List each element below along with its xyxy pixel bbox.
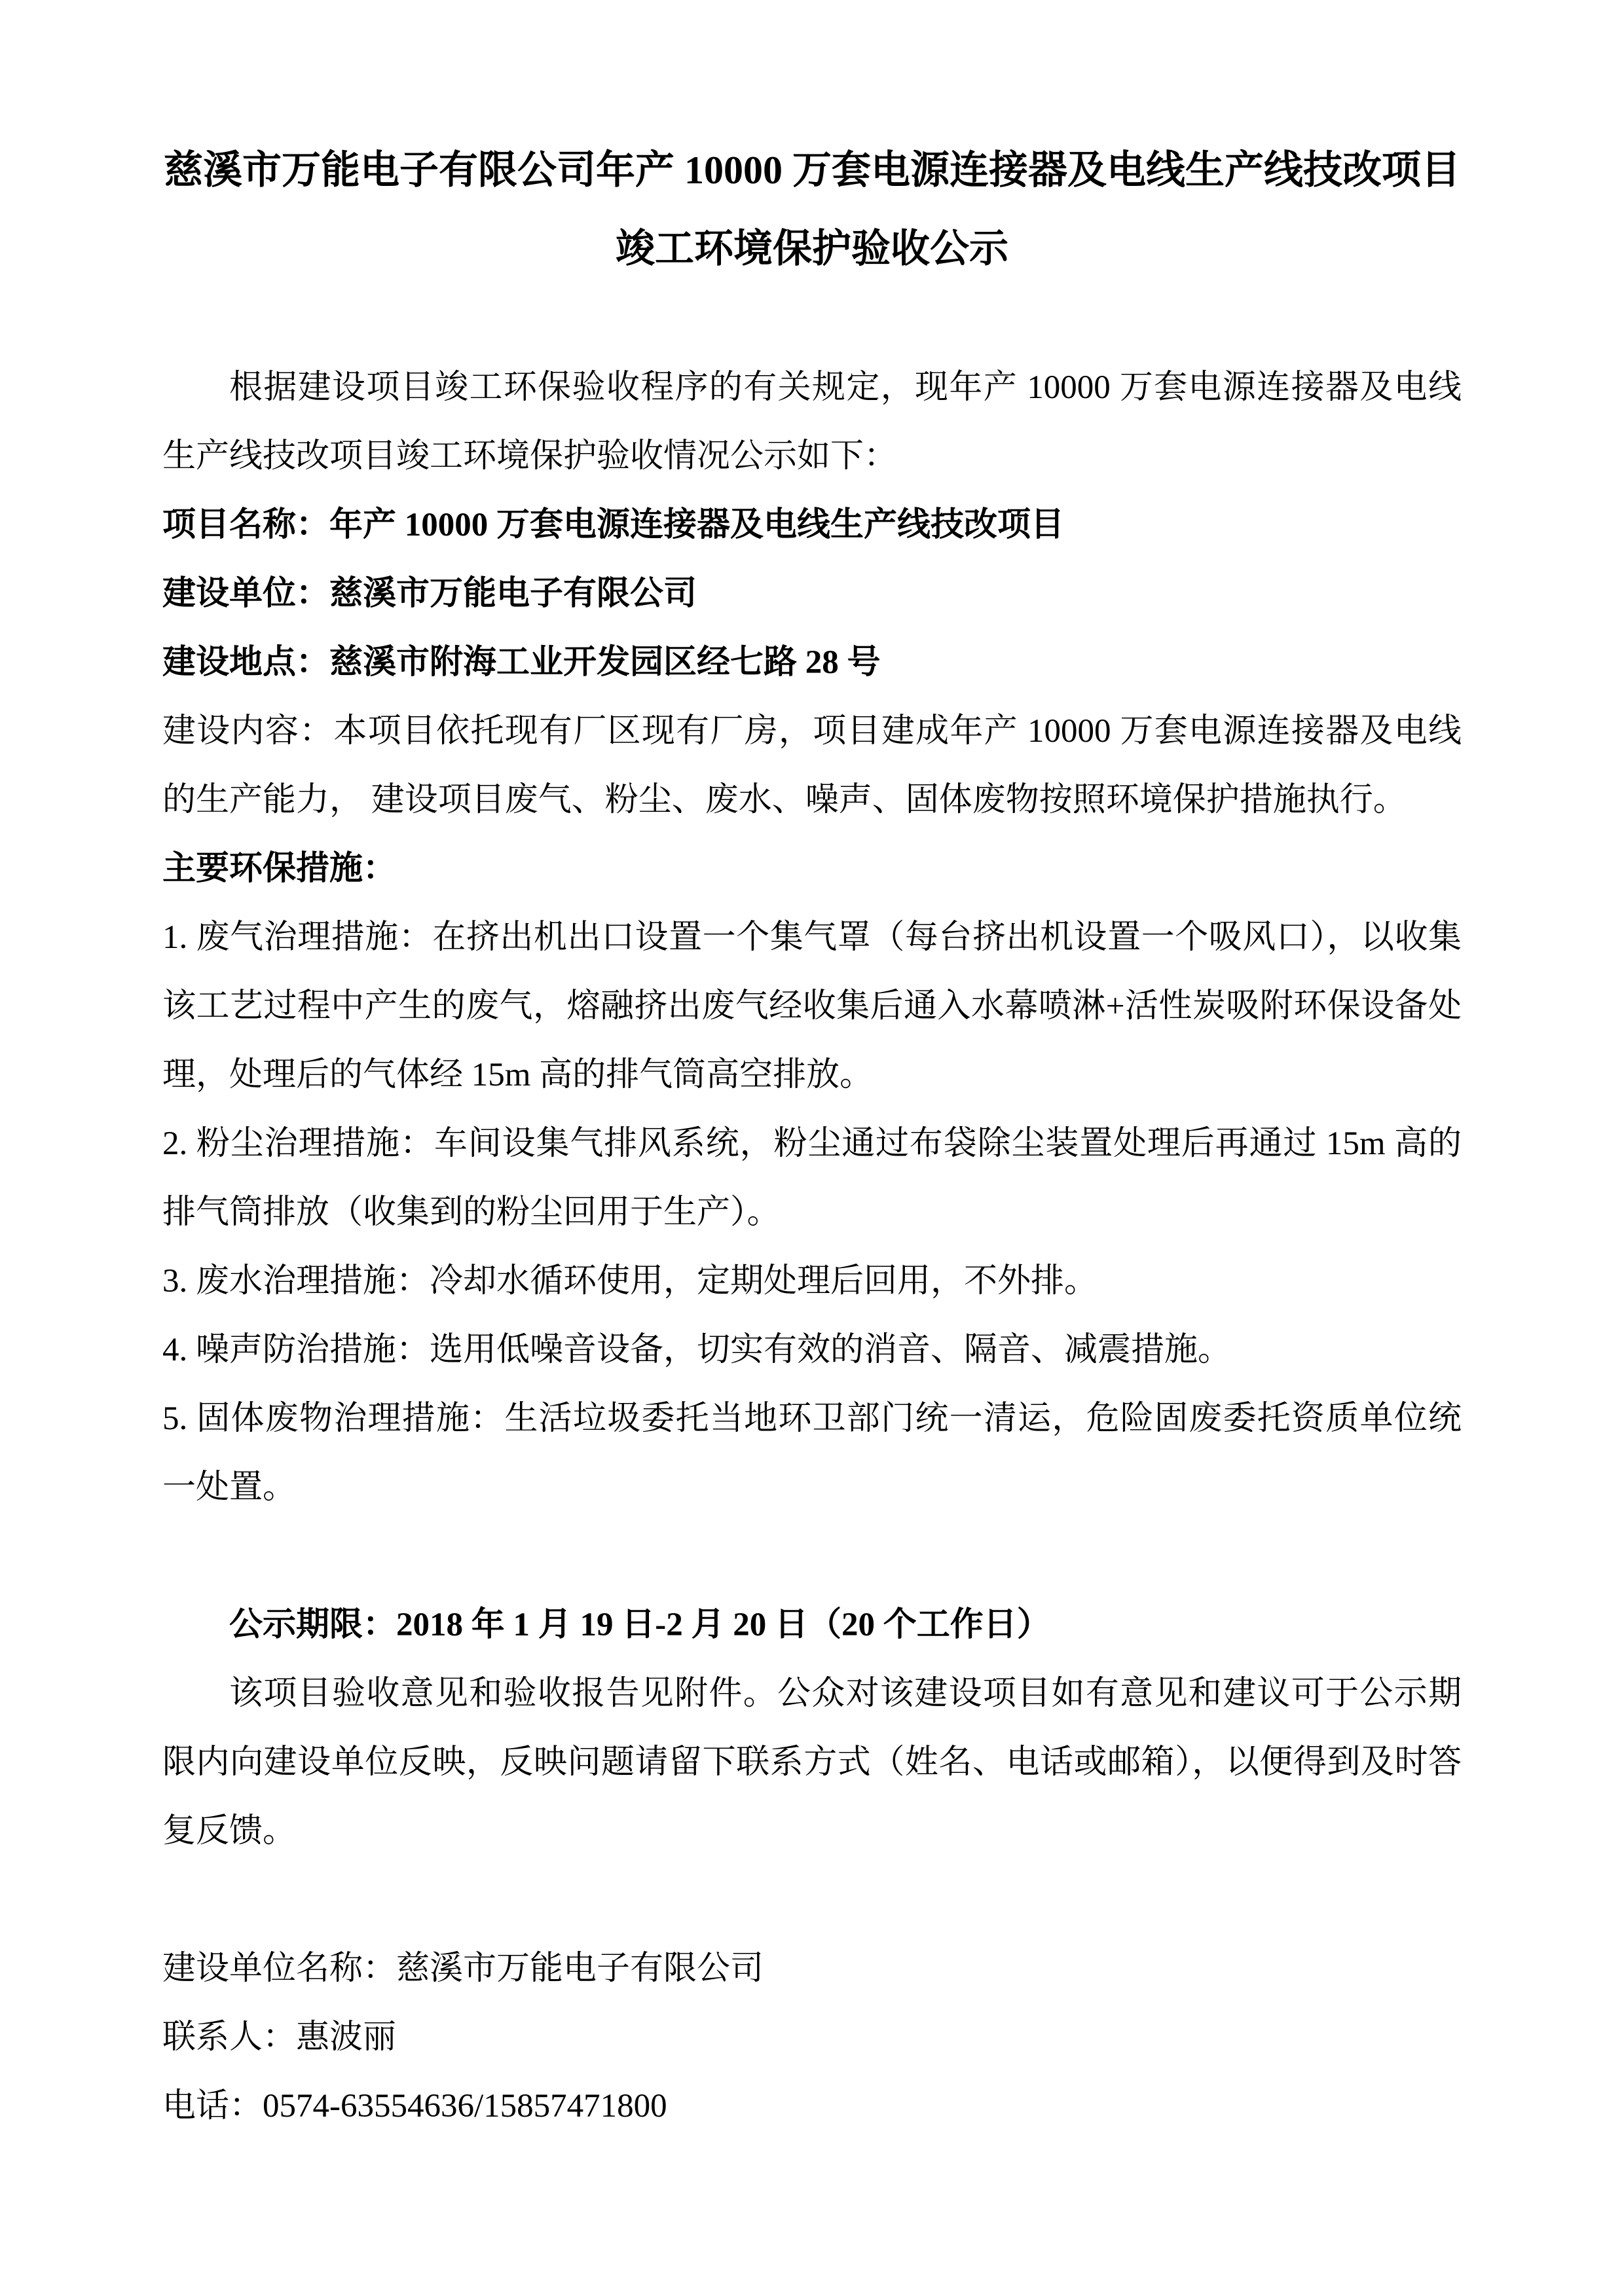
- blank-line: [162, 1866, 1462, 1935]
- field-construction-site: 建设地点：慈溪市附海工业开发园区经七路 28 号: [162, 644, 881, 681]
- intro-paragraph: 根据建设项目竣工环保验收程序的有关规定，现年产 10000 万套电源连接器及电线生产线技改项目竣工环境保护验收情况公示如下：: [162, 369, 1462, 475]
- title-line-1: 慈溪市万能电子有限公司年产 10000 万套电源连接器及电线生产线技改项目: [164, 149, 1460, 192]
- measure-item-4: 4. 噪声防治措施：选用低噪音设备，切实有效的消音、隔音、减震措施。: [162, 1332, 1232, 1368]
- feedback-paragraph: 该项目验收意见和验收报告见附件。公众对该建设项目如有意见和建议可于公示期限内向建设单位反映，反映问题请留下联系方式（姓名、电话或邮箱），以便得到及时答复反馈。: [162, 1675, 1462, 1850]
- document-title: [162, 131, 1462, 288]
- contact-line: 联系人：惠波丽: [162, 2019, 397, 2056]
- publicity-period-line: 公示期限：2018 年 1 月 19 日-2 月 20 日（20 个工作日）: [229, 1607, 1050, 1643]
- measure-item-1: 1. 废气治理措施：在挤出机出口设置一个集气罩（每台挤出机设置一个吸风口），以收集该工艺过程中产生的废气，熔融挤出废气经收集后通入水幕喷淋+活性炭吸附环保设备处理，处理后的气体经 15m 高的排气筒高空排放。: [162, 919, 1462, 1093]
- measure-item-2: 2. 粉尘治理措施：车间设集气排风系统，粉尘通过布袋除尘装置处理后再通过 15m 高的排气筒排放（收集到的粉尘回用于生产）。: [162, 1125, 1462, 1231]
- measures-heading: 主要环保措施：: [162, 850, 397, 887]
- measure-item-5: 5. 固体废物治理措施：生活垃圾委托当地环卫部门统一清运，危险固废委托资质单位统一处置。: [162, 1400, 1462, 1506]
- measures-list: [162, 903, 1462, 1522]
- blank-line: [162, 1522, 1462, 1591]
- field-project-name: 项目名称：年产 10000 万套电源连接器及电线生产线技改项目: [162, 507, 1065, 543]
- title-line-2: 竣工环境保护验收公示: [616, 227, 1008, 270]
- phone-line: 电话：0574-63554636/15857471800: [162, 2088, 667, 2124]
- field-construction-content: 建设内容：本项目依托现有厂区现有厂房，项目建成年产 10000 万套电源连接器及电线的生产能力， 建设项目废气、粉尘、废水、噪声、固体废物按照环境保护措施执行。: [162, 713, 1462, 818]
- field-construction-unit: 建设单位：慈溪市万能电子有限公司: [162, 575, 697, 612]
- unit-name-line: 建设单位名称：慈溪市万能电子有限公司: [162, 1950, 764, 1987]
- measure-item-3: 3. 废水治理措施：冷却水循环使用，定期处理后回用，不外排。: [162, 1263, 1098, 1300]
